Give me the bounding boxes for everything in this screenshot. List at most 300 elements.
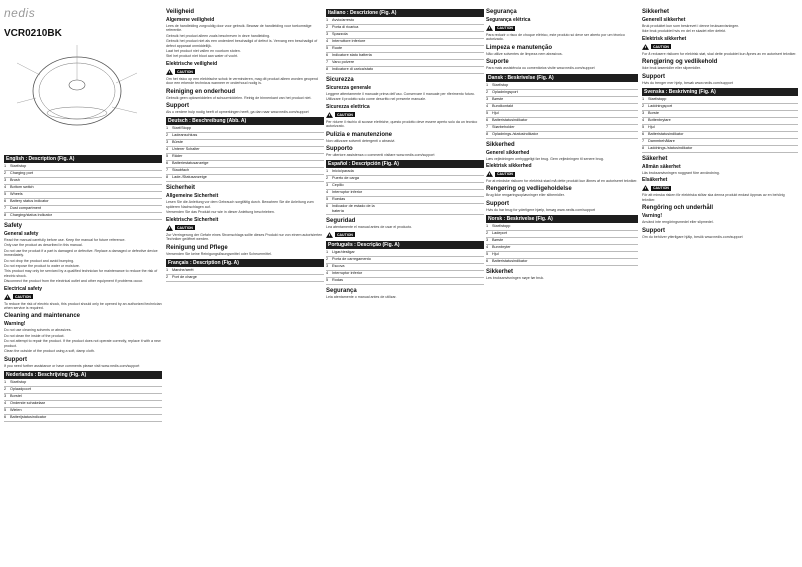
subsection-heading: Elektrisk sikkerhet (642, 35, 687, 42)
table-row (166, 275, 324, 282)
table-row (642, 125, 798, 132)
part-description (58, 387, 162, 393)
part-label: Oplaadpoort (10, 386, 31, 391)
section-heading: Support (486, 200, 509, 207)
robot-vacuum-icon (12, 43, 142, 143)
section-header-bar: Français : Description (Fig. A) (166, 259, 324, 267)
part-label: Bunnbryter (492, 245, 511, 250)
table-row (486, 231, 638, 238)
part-number: 8 (326, 67, 329, 71)
part-label: Dust compartment (10, 206, 42, 210)
body-text: Læs vejledningen omhyggeligt før brug. Gem vejledningen til senere brug. (486, 156, 604, 161)
part-label: Onderste schakelaar (10, 400, 46, 405)
part-label: Indicador de estado de la batería (332, 204, 375, 214)
part-description (220, 154, 324, 160)
subsection-heading: General safety (4, 231, 39, 237)
part-label: Wheels (10, 192, 23, 196)
part-label: Indicatore stato batteria (332, 53, 372, 57)
table-row (642, 104, 798, 111)
section-heading: Safety (4, 223, 23, 229)
section-heading: Rengöring och underhåll (642, 205, 714, 212)
part-label: Børste (492, 96, 504, 101)
subsection-heading: Elektrische Sicherheit (166, 216, 219, 223)
caution-notice (326, 232, 484, 238)
part-number: 5 (486, 110, 489, 115)
part-description (380, 197, 484, 203)
body-text: Do not clean the inside of the product. (4, 333, 65, 338)
section-heading: Support (4, 356, 27, 363)
part-number: 3 (486, 96, 489, 101)
column-4-content (486, 9, 638, 281)
body-text: Only use the product as described in this manual. (4, 243, 83, 248)
section-heading: Support (642, 73, 665, 80)
part-label: Dammbehållare (648, 139, 675, 144)
part-number: 5 (326, 197, 329, 202)
section-heading: Segurança (326, 287, 357, 294)
subsection-heading: Sicurezza elettrica (326, 103, 370, 110)
body-text: Zur Verringerung der Gefahr eines Stromschlags sollte dieses Produkt nur von einem autorisierten Techniker geöffnet werden. (166, 232, 323, 242)
part-description (220, 140, 324, 146)
part-label: Laddningsport (648, 104, 673, 109)
warning-triangle-icon (486, 25, 493, 31)
body-text: Do not use the product if a part is damaged or defective. Replace a damaged or defective device immediately. (4, 248, 158, 258)
table-row (326, 197, 484, 204)
body-text: Para reduzir o risco de choque elétrico, este produto só deve ser aberto por um técnico autorizado. (486, 33, 625, 42)
part-number: 8 (486, 131, 489, 136)
section-header-bar: Svenska : Beskrivning (Fig. A) (642, 88, 798, 96)
caution-label: CAUTION (653, 44, 669, 49)
part-description (58, 415, 162, 421)
part-description (540, 125, 638, 131)
part-description (696, 118, 798, 124)
part-description (220, 126, 324, 132)
section-heading: Sikkerhed (486, 141, 515, 148)
warning-triangle-icon (326, 232, 333, 238)
caution-notice (166, 69, 324, 75)
part-description (220, 133, 324, 139)
body-text: If you need further assistance or have comments please visit www.nedis.com/support (4, 363, 140, 368)
part-number: 1 (486, 224, 489, 229)
parts-table (486, 224, 638, 266)
body-text: Verwenden Sie keine Reinigungslösungsmittel oder Scheuermittel. (166, 251, 272, 256)
section-heading: Suporte (486, 59, 509, 66)
table-row (642, 97, 798, 104)
body-text: Do not attempt to repair the product. If the product does not operate correctly, replace it with a new product. (4, 339, 161, 348)
table-row (166, 168, 324, 175)
part-label: Charging port (10, 171, 34, 175)
part-label: Batterijstatusindicator (10, 414, 47, 419)
part-description (540, 224, 638, 230)
part-number: 2 (486, 89, 489, 94)
column-3 (326, 6, 484, 562)
part-number: 8 (642, 146, 645, 151)
part-label: Start/Stopp (172, 126, 191, 131)
table-row (4, 164, 162, 171)
section-heading: Limpeza e manutenção (486, 44, 553, 51)
part-label: Porta de carregamento (332, 256, 371, 261)
warning-triangle-icon (642, 44, 649, 50)
parts-table (326, 169, 484, 215)
table-row (4, 171, 162, 178)
part-description (540, 231, 638, 237)
part-description (220, 161, 324, 167)
caution-label: CAUTION (15, 294, 31, 299)
part-number: 7 (486, 124, 489, 129)
table-row (326, 60, 484, 67)
part-description (380, 32, 484, 38)
table-row (326, 39, 484, 46)
caution-notice (486, 171, 638, 177)
section-header-bar: English : Description (Fig. A) (4, 155, 162, 163)
part-label: Ladeanschluss (172, 133, 198, 138)
part-label: Opladnings-/statusindikator (492, 131, 539, 136)
part-number: 3 (4, 393, 7, 398)
body-text: Lees de handleiding zorgvuldig door voor gebruik. Bewaar de handleiding voor toekomstige referentie. (166, 24, 312, 33)
part-label: Interruttore inferiore (332, 39, 366, 43)
part-description (380, 204, 484, 214)
table-row (486, 238, 638, 245)
subsection-heading: Elektrische veiligheid (166, 60, 218, 67)
body-text: Om du behöver ytterligare hjälp, besök www.nedis.com/support (642, 234, 743, 239)
parts-table (486, 83, 638, 139)
part-label: Räder (172, 154, 183, 159)
part-number: 5 (642, 125, 645, 130)
table-row (4, 408, 162, 415)
column-1 (4, 6, 162, 562)
part-label: Battery status indicator (10, 199, 49, 203)
part-description (58, 185, 162, 191)
body-text: Lea atentamente el manual antes de usar el producto. (326, 225, 413, 230)
part-number: 1 (642, 97, 645, 102)
table-row (166, 268, 324, 275)
table-row (486, 259, 638, 266)
section-header-bar: Español : Descripción (Fig. A) (326, 160, 484, 168)
part-number: 2 (486, 231, 489, 236)
column-3-content (326, 9, 484, 299)
section-heading: Support (166, 103, 189, 110)
table-row (326, 278, 484, 285)
part-description (380, 39, 484, 45)
section-heading: Pulizia e manutenzione (326, 131, 393, 138)
part-label: Bürste (172, 140, 183, 145)
part-description (540, 238, 638, 244)
section-heading: Sikkerhet (486, 269, 514, 276)
part-description (540, 104, 638, 110)
part-description (380, 183, 484, 189)
part-description (58, 192, 162, 198)
part-label: Ruedas (332, 197, 346, 202)
part-label: Interruptor inferior (332, 270, 363, 275)
subsection-heading: Elsäkerhet (642, 177, 668, 184)
body-text: Per ridurre il rischio di scosse elettriche, questo prodotto deve essere aperto solo da un tecnico autorizzato. (326, 119, 478, 129)
part-number: 3 (326, 32, 329, 36)
part-description (540, 97, 638, 103)
part-number: 5 (326, 46, 329, 50)
part-label: Lade-/Statusanzeige (172, 175, 207, 180)
part-number: 6 (486, 259, 489, 264)
part-number: 7 (166, 168, 169, 173)
part-number: 1 (166, 126, 169, 131)
part-description (58, 408, 162, 414)
caution-notice (4, 294, 162, 300)
part-label: Ligar/desligar (332, 249, 355, 254)
part-description (380, 176, 484, 182)
part-label: Ruote (332, 46, 343, 50)
table-row (4, 401, 162, 408)
section-heading: Säkerhet (642, 156, 668, 163)
table-row (486, 97, 638, 104)
part-number: 5 (166, 154, 169, 159)
part-description (380, 18, 484, 24)
part-number: 2 (642, 104, 645, 109)
table-row (642, 111, 798, 118)
part-label: Start/stop (10, 379, 27, 384)
part-label: Wielen (10, 407, 22, 412)
part-number: 2 (166, 133, 169, 138)
table-row (166, 140, 324, 147)
part-description (540, 259, 638, 265)
table-row (4, 394, 162, 401)
body-text: Leggere attentamente il manuale prima dell'uso. Conservare il manuale per riferimento futuro. (326, 92, 475, 96)
part-number: 7 (4, 206, 7, 210)
body-text: Hvis du har brug for yderligere hjælp, besøg www.nedis.com/support (486, 207, 596, 212)
part-label: Unterer Schalter (172, 147, 200, 152)
body-text: Les bruksanvisningen nøye før bruk. (486, 276, 545, 281)
part-description (696, 97, 798, 103)
column-4 (486, 6, 638, 562)
part-label: Batteristatusindikator (648, 132, 684, 137)
part-number: 6 (4, 414, 7, 419)
body-text: Ikke bruk produktet hvis en del er skadet eller defekt. (642, 29, 727, 34)
body-text: Bruk produktet kun som beskrevet i denne bruksanvisningen. (642, 24, 740, 28)
table-row (326, 53, 484, 60)
caution-notice (642, 44, 798, 50)
subsection-heading: Varning! (642, 213, 663, 220)
part-label: Batteristatusindikator (492, 117, 528, 122)
caution-label: CAUTION (337, 232, 353, 237)
part-number: 1 (326, 249, 329, 254)
part-label: Børste (492, 238, 504, 243)
part-description (696, 125, 798, 131)
subsection-heading: Elektrisk sikkerhed (486, 163, 532, 170)
part-label: Bundkontakt (492, 103, 514, 108)
table-row (326, 183, 484, 190)
body-text: Read the manual carefully before use. Keep the manual for future reference. (4, 238, 126, 242)
part-number: 4 (166, 147, 169, 152)
parts-table (4, 164, 162, 220)
caution-label: CAUTION (497, 172, 513, 177)
table-row (4, 206, 162, 213)
parts-table (4, 380, 162, 422)
section-heading: Rengjøring og vedlikehold (642, 59, 718, 66)
body-text: Gebruik het product niet als een onderdeel beschadigd of defect is. Vervang een beschadigd of defect apparaat onmiddellijk. (166, 39, 318, 48)
caution-notice (166, 225, 324, 231)
model-number: VCR0210BK (4, 28, 62, 39)
section-heading: Supporto (326, 146, 353, 153)
part-number: 6 (642, 132, 645, 137)
part-number: 5 (486, 252, 489, 257)
part-label: Brush (10, 178, 20, 182)
column-1-content (4, 155, 162, 422)
subsection-heading: Allmän säkerhet (642, 164, 681, 171)
part-number: 3 (166, 140, 169, 145)
body-text: Utilizzare il prodotto solo come descritto nel presente manuale. (326, 97, 427, 102)
table-row (326, 204, 484, 215)
parts-table (166, 268, 324, 282)
warning-triangle-icon (4, 294, 11, 300)
parts-table (166, 126, 324, 182)
part-label: Start/stopp (648, 97, 667, 102)
part-number: 6 (486, 117, 489, 122)
part-number: 2 (4, 171, 7, 175)
subsection-heading: Sicurezza generale (326, 85, 372, 91)
section-heading: Reiniging en onderhoud (166, 88, 235, 95)
body-text: This product may only be serviced by a qualified technician for maintenance to reduce the risk of electric shock. (4, 269, 158, 278)
section-heading: Sicherheit (166, 185, 196, 192)
part-description (58, 206, 162, 212)
section-heading: Sicurezza (326, 77, 354, 83)
part-label: Bottom switch (10, 185, 34, 189)
part-description (58, 380, 162, 386)
section-heading: Rengøring og vedligeholdelse (486, 186, 572, 193)
table-row (4, 185, 162, 192)
body-text: Do not drop the product and avoid bumping. (4, 258, 75, 263)
section-header-bar: Português : Descrição (Fig. A) (326, 241, 484, 249)
table-row (486, 125, 638, 132)
part-description (380, 250, 484, 256)
part-description (220, 275, 324, 281)
part-description (540, 111, 638, 117)
part-number: 4 (4, 400, 7, 405)
subsection-heading: Warning! (4, 321, 26, 328)
part-description (540, 83, 638, 89)
table-row (642, 146, 798, 153)
parts-table (326, 18, 484, 74)
section-header-bar: Dansk : Beskrivelse (Fig. A) (486, 74, 638, 82)
part-label: Avvio/arresto (332, 18, 355, 22)
part-label: Escova (332, 263, 345, 268)
table-row (642, 132, 798, 139)
table-row (486, 104, 638, 111)
caution-label: CAUTION (497, 26, 513, 30)
body-text: Do not use cleaning solvents or abrasives. (4, 328, 72, 333)
section-heading: Support (642, 227, 665, 234)
table-row (4, 415, 162, 422)
body-text: Brug ikke rengøringsopløsninger eller slibemidler. (486, 193, 565, 198)
table-row (486, 224, 638, 231)
warning-triangle-icon (166, 225, 173, 231)
parts-table (642, 97, 798, 153)
body-text: Disconnect the product from the electrical outlet and other equipment if problems occur. (4, 279, 144, 284)
table-row (326, 264, 484, 271)
part-number: 4 (326, 190, 329, 195)
table-row (486, 111, 638, 118)
caution-label: CAUTION (337, 112, 353, 117)
section-header-bar: Italiano : Descrizione (Fig. A) (326, 9, 484, 17)
caution-notice (326, 112, 484, 118)
part-description (696, 146, 798, 152)
section-header-bar: Deutsch : Beschreibung (Abb. A) (166, 117, 324, 125)
column-5-content (642, 9, 798, 239)
section-heading: Reinigung und Pflege (166, 244, 228, 251)
table-row (166, 126, 324, 133)
part-description (58, 178, 162, 184)
part-label: Hjul (648, 125, 655, 130)
body-text: Stel het product niet bloot aan water of vocht. (166, 54, 239, 59)
caution-label: CAUTION (177, 225, 193, 230)
part-description (696, 139, 798, 145)
column-5 (642, 6, 798, 562)
part-description (58, 213, 162, 219)
part-description (540, 132, 638, 138)
part-description (696, 104, 798, 110)
caution-label: CAUTION (653, 186, 669, 191)
part-label: Ladeport (492, 231, 507, 236)
body-text: For å redusere risikoen for elektrisk støt, skal dette produktet kun åpnes av en autorisert tekniker. (642, 51, 797, 56)
part-number: 1 (486, 82, 489, 87)
part-description (380, 60, 484, 66)
caution-notice (642, 185, 798, 191)
part-description (380, 190, 484, 196)
part-number: 3 (642, 111, 645, 116)
table-row (4, 199, 162, 206)
part-label: Staubfach (172, 168, 190, 173)
body-text: Hvis du trenger mer hjelp, besøk www.nedis.com/support (642, 80, 733, 85)
part-label: Start/stop (492, 82, 509, 87)
table-row (166, 161, 324, 168)
part-label: Inicio/parada (332, 169, 354, 174)
part-number: 2 (326, 25, 329, 29)
part-label: Hjul (492, 110, 499, 115)
part-number: 8 (166, 175, 169, 180)
part-label: Marche/arrêt (172, 267, 194, 272)
part-number: 6 (166, 161, 169, 166)
part-description (696, 132, 798, 138)
part-label: Start/stop (10, 164, 27, 168)
part-label: Spazzola (332, 32, 348, 36)
part-label: Interruptor inferior (332, 190, 363, 195)
section-heading: Segurança (486, 9, 517, 15)
parts-table (326, 250, 484, 285)
part-number: 8 (4, 213, 7, 217)
table-row (326, 169, 484, 176)
part-description (540, 245, 638, 251)
table-row (4, 387, 162, 394)
section-heading: Sikkerhet (642, 9, 670, 15)
body-text: Verwenden Sie das Produkt nur wie in dieser Anleitung beschrieben. (166, 210, 275, 215)
part-number: 4 (486, 245, 489, 250)
part-description (58, 401, 162, 407)
part-label: Batteristatusindikator (492, 259, 528, 264)
body-text: Per ulteriore assistenza o commenti visitare www.nedis.com/support (326, 153, 435, 158)
part-number: 2 (166, 274, 169, 279)
table-row (166, 175, 324, 182)
part-description (540, 118, 638, 124)
table-row (4, 178, 162, 185)
table-row (4, 213, 162, 220)
part-number: 7 (642, 139, 645, 144)
part-number: 1 (4, 164, 7, 168)
part-description (220, 268, 324, 274)
part-description (380, 169, 484, 175)
part-description (58, 164, 162, 170)
table-row (326, 25, 484, 32)
part-number: 2 (4, 386, 7, 391)
subsection-heading: Allgemeine Sicherheit (166, 193, 219, 200)
body-text: Lesen Sie die Anleitung vor dem Gebrauch sorgfältig durch. Bewahren Sie die Anleitung zum späteren Nachschlagen auf. (166, 200, 314, 209)
section-header-bar: Nederlands : Beschrijving (Fig. A) (4, 371, 162, 379)
table-row (326, 18, 484, 25)
